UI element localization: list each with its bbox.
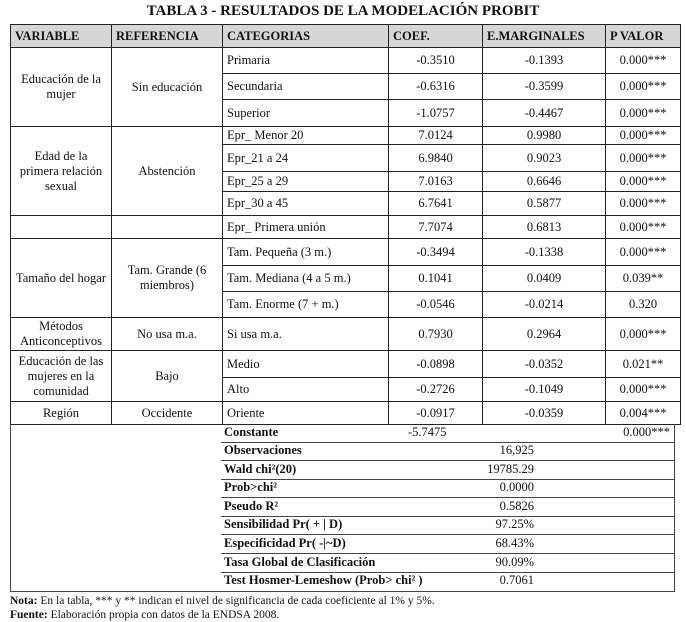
table-row [11, 239, 681, 266]
referencia-cell: Occidente [112, 402, 223, 425]
pvalue-cell: 0.021** [606, 351, 681, 378]
emarginal-cell: 0.6646 [483, 172, 606, 192]
categoria-cell: Si usa m.a. [223, 318, 389, 351]
stat-value: 0.7061 [499, 573, 534, 588]
results-table [10, 24, 681, 425]
header-categorias: CATEGORIAS [223, 25, 389, 48]
coef-cell: 7.7074 [389, 216, 483, 239]
emarginal-cell: 0.2964 [483, 318, 606, 351]
emarginal-cell: -0.4467 [483, 100, 606, 127]
coef-cell: 6.7641 [389, 192, 483, 216]
stat-value: 90.09% [495, 554, 534, 569]
categoria-cell: Medio [223, 351, 389, 378]
stat-value: 16,925 [499, 443, 534, 457]
source-line: Fuente: Elaboración propia con datos de la ENDSA 2008. [10, 609, 280, 621]
pvalue-cell: 0.000*** [606, 145, 681, 172]
pvalue-cell: 0.000*** [606, 48, 681, 74]
pvalue-cell: 0.000*** [606, 239, 681, 266]
coef-cell: 7.0163 [389, 172, 483, 192]
pvalue-cell: 0.000*** [606, 74, 681, 100]
stat-label: Prob>chi² [224, 480, 278, 495]
stat-label: Wald chi²(20) [224, 461, 297, 476]
stat-value: 0.5826 [499, 498, 534, 513]
constante-label: Constante [224, 425, 279, 439]
coef-cell: -0.0917 [389, 402, 483, 425]
referencia-cell: Bajo [112, 351, 223, 402]
stat-row [221, 461, 674, 480]
categoria-cell: Epr_ Primera unión [223, 216, 389, 239]
referencia-cell: No usa m.a. [112, 318, 223, 351]
variable-cell: Educación de la mujer [11, 48, 112, 127]
referencia-cell [112, 216, 223, 239]
header-row [11, 25, 681, 48]
stat-row [221, 442, 674, 461]
pvalue-cell: 0.000*** [606, 127, 681, 145]
stat-value: 97.25% [495, 517, 534, 532]
emarginal-cell: -0.1338 [483, 239, 606, 266]
categoria-cell: Tam. Enorme (7 + m.) [223, 292, 389, 318]
stat-row [221, 535, 674, 554]
emarginal-cell: 0.9023 [483, 145, 606, 172]
emarginal-cell: 0.0409 [483, 266, 606, 292]
variable-cell [11, 216, 112, 239]
header-pvalor: P VALOR [606, 25, 681, 48]
note-line: Nota: En la tabla, *** y ** indican el nivel de significancia de cada coeficiente al 1% y 5%. [10, 595, 435, 607]
stat-label: Observaciones [224, 443, 302, 457]
emarginal-cell: -0.0352 [483, 351, 606, 378]
constante-pvalue: 0.000*** [623, 425, 670, 439]
table-notes [10, 594, 435, 622]
table-row [11, 318, 681, 351]
coef-cell: -0.3510 [389, 48, 483, 74]
stat-label: Sensibilidad Pr( + | D) [224, 517, 343, 532]
table-row [11, 216, 681, 239]
table-row [11, 127, 681, 145]
categoria-cell: Tam. Pequeña (3 m.) [223, 239, 389, 266]
model-stats [10, 424, 675, 592]
categoria-cell: Alto [223, 378, 389, 402]
pvalue-cell: 0.000*** [606, 192, 681, 216]
pvalue-cell: 0.000*** [606, 378, 681, 402]
stat-value: 19785.29 [487, 461, 534, 476]
pvalue-cell: 0.039** [606, 266, 681, 292]
header-referencia: REFERENCIA [112, 25, 223, 48]
emarginal-cell: -0.1393 [483, 48, 606, 74]
header-coef: COEF. [389, 25, 483, 48]
pvalue-cell: 0.000*** [606, 172, 681, 192]
categoria-cell: Epr_25 a 29 [223, 172, 389, 192]
stat-row [221, 498, 674, 517]
categoria-cell: Epr_21 a 24 [223, 145, 389, 172]
emarginal-cell: 0.5877 [483, 192, 606, 216]
coef-cell: 6.9840 [389, 145, 483, 172]
constante-row [221, 424, 674, 443]
header-emarginales: E.MARGINALES [483, 25, 606, 48]
constante-coef: -5.7475 [408, 425, 447, 439]
coef-cell: 0.7930 [389, 318, 483, 351]
referencia-cell: Sin educación [112, 48, 223, 127]
coef-cell: -0.6316 [389, 74, 483, 100]
emarginal-cell: 0.9980 [483, 127, 606, 145]
emarginal-cell: -0.3599 [483, 74, 606, 100]
pvalue-cell: 0.000*** [606, 318, 681, 351]
referencia-cell: Abstención [112, 127, 223, 216]
variable-cell: Región [11, 402, 112, 425]
variable-cell: Tamaño del hogar [11, 239, 112, 318]
pvalue-cell: 0.320 [606, 292, 681, 318]
variable-cell: Educación de las mujeres en la comunidad [11, 351, 112, 402]
categoria-cell: Secundaria [223, 74, 389, 100]
emarginal-cell: -0.0359 [483, 402, 606, 425]
coef-cell: 0.1041 [389, 266, 483, 292]
table-title: TABLA 3 - RESULTADOS DE LA MODELACIÓN PROBIT [146, 3, 540, 19]
referencia-cell: Tam. Grande (6 miembros) [112, 239, 223, 318]
variable-cell: Métodos Anticonceptivos [11, 318, 112, 351]
table-row [11, 351, 681, 378]
stat-row [221, 554, 674, 573]
stat-label: Especificidad Pr( -|~D) [224, 536, 346, 550]
table-row [11, 48, 681, 74]
header-variable: VARIABLE [11, 25, 112, 48]
categoria-cell: Superior [223, 100, 389, 127]
stat-label: Tasa Global de Clasificación [224, 554, 376, 569]
coef-cell: -0.3494 [389, 239, 483, 266]
stat-label: Pseudo R² [224, 498, 279, 513]
categoria-cell: Tam. Mediana (4 a 5 m.) [223, 266, 389, 292]
categoria-cell: Epr_ Menor 20 [223, 127, 389, 145]
stat-row [221, 572, 674, 590]
stat-value: 68.43% [495, 536, 534, 550]
table-row [11, 402, 681, 425]
stat-label: Test Hosmer-Lemeshow (Prob> chi² ) [224, 573, 423, 588]
stat-row [221, 516, 674, 535]
pvalue-cell: 0.000*** [606, 216, 681, 239]
coef-cell: -0.2726 [389, 378, 483, 402]
categoria-cell: Primaria [223, 48, 389, 74]
stat-row [221, 479, 674, 498]
emarginal-cell: -0.0214 [483, 292, 606, 318]
coef-cell: -1.0757 [389, 100, 483, 127]
pvalue-cell: 0.004*** [606, 402, 681, 425]
emarginal-cell: 0.6813 [483, 216, 606, 239]
stat-value: 0.0000 [499, 480, 534, 495]
pvalue-cell: 0.000*** [606, 100, 681, 127]
coef-cell: -0.0546 [389, 292, 483, 318]
variable-cell: Edad de la primera relación sexual [11, 127, 112, 216]
emarginal-cell: -0.1049 [483, 378, 606, 402]
categoria-cell: Oriente [223, 402, 389, 425]
categoria-cell: Epr_30 a 45 [223, 192, 389, 216]
coef-cell: 7.0124 [389, 127, 483, 145]
coef-cell: -0.0898 [389, 351, 483, 378]
